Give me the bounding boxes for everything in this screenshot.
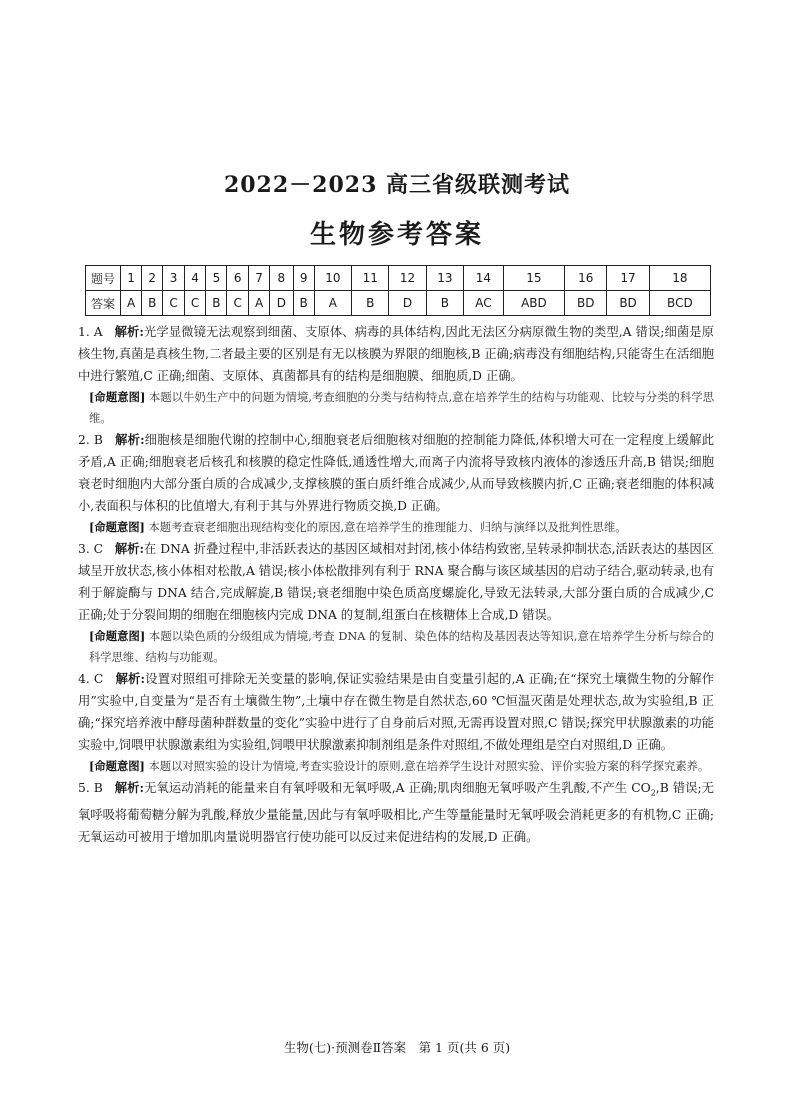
question-number: 18 bbox=[649, 266, 710, 291]
row-label-number: 题号 bbox=[86, 266, 121, 291]
analysis-tag: 解析: bbox=[114, 541, 144, 556]
answer-cell: C bbox=[184, 291, 206, 316]
question-number: 12 bbox=[389, 266, 426, 291]
answer-cell: ABD bbox=[503, 291, 564, 316]
answer-cell: B bbox=[352, 291, 389, 316]
answer-cell: B bbox=[426, 291, 463, 316]
intent-text: 本题考查衰老细胞出现结构变化的原因,意在培养学生的推理能力、归纳与演绎以及批判性思维。 bbox=[148, 521, 627, 534]
analysis-text: 在 DNA 折叠过程中,非活跃表达的基因区域相对封闭,核小体结构致密,呈转录抑制状态,活跃表达的基因区域呈开放状态,核小体相对松散,A 错误;核小体松散排列有利于 RNA 聚合酶与该区域基因的启动子结合,驱动转录,也有利于解旋酶与 DNA 结合,完成解旋,B 错误;衰老细胞中染色质高度螺旋化,导致无法转录,大部分蛋白质的合成减少,C 正确;处于分裂间期的细胞在细胞核内完成 DNA 的复制,组蛋白在核糖体上合成,D 错误。 bbox=[78, 542, 714, 622]
answer-cell: BD bbox=[565, 291, 607, 316]
question-number: 3 bbox=[163, 266, 185, 291]
question-answer-label: 5. B bbox=[78, 781, 103, 795]
answer-cell: AC bbox=[464, 291, 504, 316]
answer-title: 生物参考答案 bbox=[309, 220, 484, 250]
answer-cell: A bbox=[121, 291, 142, 316]
design-intent bbox=[89, 626, 714, 668]
row-label-answer: 答案 bbox=[86, 291, 121, 316]
page-footer: 生物(七)·预测卷Ⅱ答案 第 1 页(共 6 页) bbox=[283, 1040, 511, 1055]
intent-tag: [命题意图] bbox=[89, 759, 145, 773]
intent-tag: [命题意图] bbox=[89, 629, 146, 643]
analysis-text: 无氧运动消耗的能量来自有氧呼吸和无氧呼吸,A 正确;肌肉细胞无氧呼吸产生乳酸,不产生 CO bbox=[144, 781, 651, 795]
question-number: 1 bbox=[121, 266, 142, 291]
analysis-tag: 解析: bbox=[114, 324, 144, 339]
question-explanation bbox=[78, 777, 714, 848]
answer-cell: B bbox=[206, 291, 227, 316]
answer-cell: C bbox=[227, 291, 249, 316]
analysis-text: 细胞核是细胞代谢的控制中心,细胞衰老后细胞核对细胞的控制能力降低,体积增大可在一定程度上缓解此矛盾,A 正确;细胞衰老后核孔和核膜的稳定性降低,通透性增大,而离子内流将导致核内液体的渗透压升高,B 错误;细胞衰老时细胞内大部分蛋白质的合成减少,支撑核膜的蛋白质纤维合成减少,从而导致核膜内折,C 正确;衰老细胞的体积减小,表面积与体积的比值增大,有利于其与外界进行物质交换,D 正确。 bbox=[78, 433, 714, 513]
question-explanation bbox=[78, 538, 714, 626]
answer-cell: BCD bbox=[649, 291, 710, 316]
question-number-row bbox=[86, 266, 711, 291]
answer-cell: A bbox=[314, 291, 351, 316]
question-answer-label: 4. C bbox=[78, 672, 104, 686]
question-number: 13 bbox=[426, 266, 463, 291]
question-explanation bbox=[78, 321, 714, 387]
exam-title: 2022－2023 高三省级联测考试 bbox=[223, 172, 571, 198]
question-number: 8 bbox=[270, 266, 293, 291]
question-number: 16 bbox=[565, 266, 607, 291]
answer-table bbox=[85, 265, 711, 316]
question-number: 4 bbox=[184, 266, 206, 291]
analysis-text: 设置对照组可排除无关变量的影响,保证实验结果是由自变量引起的,A 正确;在“探究土壤微生物的分解作用”实验中,自变量为“是否有土壤微生物”,土壤中存在微生物是自然状态,60 ℃恒温灭菌是处理状态,故为实验组,B 正确;“探究培养液中酵母菌种群数量的变化”实验中进行了自身前后对照,无需再设置对照,C 错误;探究甲状腺激素的功能实验中,饲喂甲状腺激素组为实验组,饲喂甲状腺激素抑制剂组是条件对照组,不做处理组是空白对照组,D 正确。 bbox=[78, 672, 714, 752]
question-answer-label: 3. C bbox=[78, 542, 104, 556]
answer-cell: D bbox=[270, 291, 293, 316]
analysis-text: 光学显微镜无法观察到细菌、支原体、病毒的具体结构,因此无法区分病原微生物的类型,A 错误;细菌是原核生物,真菌是真核生物,二者最主要的区别是有无以核膜为界限的细胞核,B 正确;病毒没有细胞结构,只能寄生在活细胞中进行繁殖,C 正确;细菌、支原体、真菌都具有的结构是细胞膜、细胞质,D 正确。 bbox=[78, 325, 714, 383]
analysis-tag: 解析: bbox=[115, 671, 146, 686]
intent-tag: [命题意图] bbox=[89, 520, 145, 534]
intent-text: 本题以牛奶生产中的问题为情境,考查细胞的分类与结构特点,意在培养学生的结构与功能观、比较与分类的科学思维。 bbox=[89, 391, 715, 425]
answer-cell: B bbox=[293, 291, 314, 316]
question-number: 5 bbox=[206, 266, 227, 291]
answer-cell: D bbox=[389, 291, 426, 316]
answer-cell: B bbox=[142, 291, 163, 316]
question-number: 11 bbox=[352, 266, 389, 291]
question-number: 17 bbox=[607, 266, 649, 291]
question-number: 10 bbox=[314, 266, 351, 291]
question-explanation bbox=[78, 429, 714, 517]
question-number: 2 bbox=[142, 266, 163, 291]
question-number: 14 bbox=[464, 266, 504, 291]
answer-cell: A bbox=[248, 291, 269, 316]
explanations bbox=[78, 321, 714, 848]
design-intent bbox=[89, 756, 714, 777]
answer-row bbox=[86, 291, 711, 316]
answer-cell: BD bbox=[607, 291, 649, 316]
analysis-text-continued: ,B 错误;无氧呼吸将葡萄糖分解为乳酸,释放少量能量,因此与有氧呼吸相比,产生等量能量时无氧呼吸会消耗更多的有机物,C 正确;无氧运动可被用于增加肌肉量说明器官行使功能可以反过来促进结构的发展,D 正确。 bbox=[78, 781, 715, 845]
design-intent bbox=[89, 387, 714, 429]
question-answer-label: 1. A bbox=[78, 325, 103, 339]
intent-tag: [命题意图] bbox=[89, 390, 146, 404]
question-answer-label: 2. B bbox=[78, 433, 103, 447]
question-number: 9 bbox=[293, 266, 314, 291]
question-number: 6 bbox=[227, 266, 249, 291]
analysis-tag: 解析: bbox=[115, 432, 145, 447]
question-explanation bbox=[78, 668, 714, 756]
design-intent bbox=[89, 517, 714, 538]
subscript-2: 2 bbox=[650, 788, 656, 798]
question-number: 7 bbox=[248, 266, 269, 291]
question-number: 15 bbox=[503, 266, 564, 291]
analysis-tag: 解析: bbox=[114, 780, 145, 795]
intent-text: 本题以染色质的分级组成为情境,考查 DNA 的复制、染色体的结构及基因表达等知识,意在培养学生分析与综合的科学思维、结构与功能观。 bbox=[89, 630, 714, 664]
intent-text: 本题以对照实验的设计为情境,考查实验设计的原则,意在培养学生设计对照实验、评价实验方案的科学探究素养。 bbox=[148, 760, 710, 773]
answer-cell: C bbox=[163, 291, 185, 316]
